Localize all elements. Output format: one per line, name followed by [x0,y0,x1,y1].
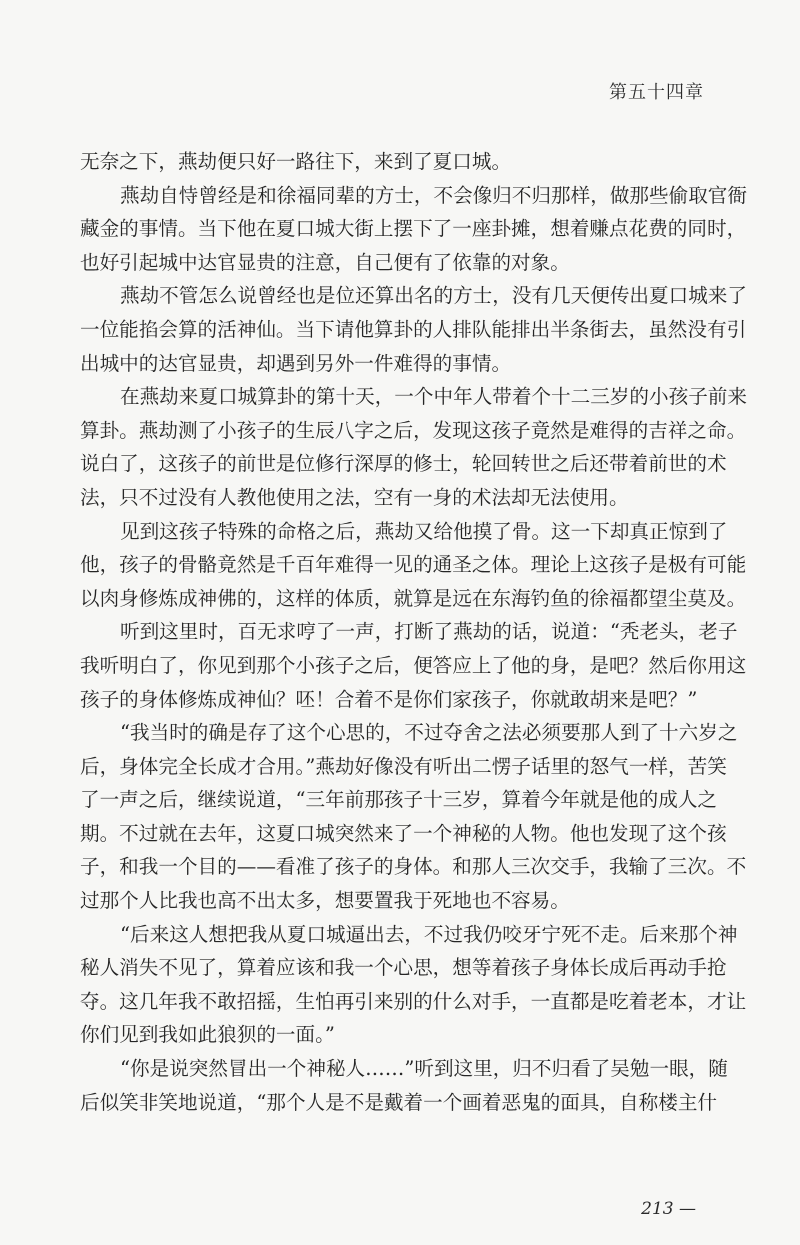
text-line: 以肉身修炼成神佛的，这样的体质，就算是远在东海钓鱼的徐福都望尘莫及。 [80,586,747,610]
text-line: 了一声之后，继续说道，“三年前那孩子十三岁，算着今年就是他的成人之 [80,788,718,812]
text-line: 见到这孩子特殊的命格之后，燕劫又给他摸了骨。这一下却真正惊到了 [120,519,728,543]
text-line: 期。不过就在去年，这夏口城突然来了一个神秘的人物。他也发现了这个孩 [80,821,727,845]
text-line: 子，和我一个目的——看准了孩子的身体。和那人三次交手，我输了三次。不 [80,855,747,879]
text-line: 你们见到我如此狼狈的一面。” [80,1023,335,1047]
body-text [80,145,747,1119]
text-line: 在燕劫来夏口城算卦的第十天，一个中年人带着个十二三岁的小孩子前来 [120,385,747,409]
text-line: “我当时的确是存了这个心思的，不过夺舍之法必须要那人到了十六岁之 [120,721,738,745]
text-line: 他，孩子的骨骼竟然是千百年难得一见的通圣之体。理论上这孩子是极有可能 [80,553,747,577]
chapter-header: 第五十四章 [609,82,704,103]
text-line: 燕劫自恃曾经是和徐福同辈的方士，不会像归不归那样，做那些偷取官衙 [120,183,747,207]
text-line: 藏金的事情。当下他在夏口城大街上摆下了一座卦摊，想着赚点花费的同时， [80,217,747,241]
text-line: 算卦。燕劫测了小孩子的生辰八字之后，发现这孩子竟然是难得的吉祥之命。 [80,418,747,442]
text-line: 后，身体完全长成才合用。”燕劫好像没有听出二愣子话里的怒气一样，苦笑 [80,754,727,778]
text-line: 夺。这几年我不敢招摇，生怕再引来别的什么对手，一直都是吃着老本，才让 [80,989,747,1013]
text-line: 孩子的身体修炼成神仙？呸！合着不是你们家孩子，你就敢胡来是吧？” [80,687,698,711]
text-line: 法，只不过没有人教他使用之法，空有一身的术法却无法使用。 [80,485,629,509]
text-line: 也好引起城中达官显贵的注意，自己便有了依靠的对象。 [80,250,570,274]
text-line: 秘人消失不见了，算着应该和我一个心思，想等着孩子身体长成后再动手抢 [80,956,727,980]
text-line: 听到这里时，百无求哼了一声，打断了燕劫的话，说道：“秃老头，老子 [120,620,738,644]
text-line: 后似笑非笑地说道，“那个人是不是戴着一个画着恶鬼的面具，自称楼主什 [80,1090,718,1114]
text-line: 出城中的达官显贵，却遇到另外一件难得的事情。 [80,351,512,375]
text-line: 一位能掐会算的活神仙。当下请他算卦的人排队能排出半条街去，虽然没有引 [80,317,747,341]
text-line: “你是说突然冒出一个神秘人……”听到这里，归不归看了吴勉一眼，随 [120,1057,728,1081]
text-line: 无奈之下，燕劫便只好一路往下，来到了夏口城。 [80,150,512,173]
text-line: 说白了，这孩子的前世是位修行深厚的修士，轮回转世之后还带着前世的术 [80,452,727,476]
page-number: 213 — [641,1199,696,1219]
text-line: 我听明白了，你见到那个小孩子之后，便答应上了他的身，是吧？然后你用这 [80,653,747,677]
text-line: 燕劫不管怎么说曾经也是位还算出名的方士，没有几天便传出夏口城来了 [120,284,747,308]
text-line: “后来这人想把我从夏口城逼出去，不过我仍咬牙宁死不走。后来那个神 [120,922,738,946]
text-line: 过那个人比我也高不出太多，想要置我于死地也不容易。 [80,889,570,913]
